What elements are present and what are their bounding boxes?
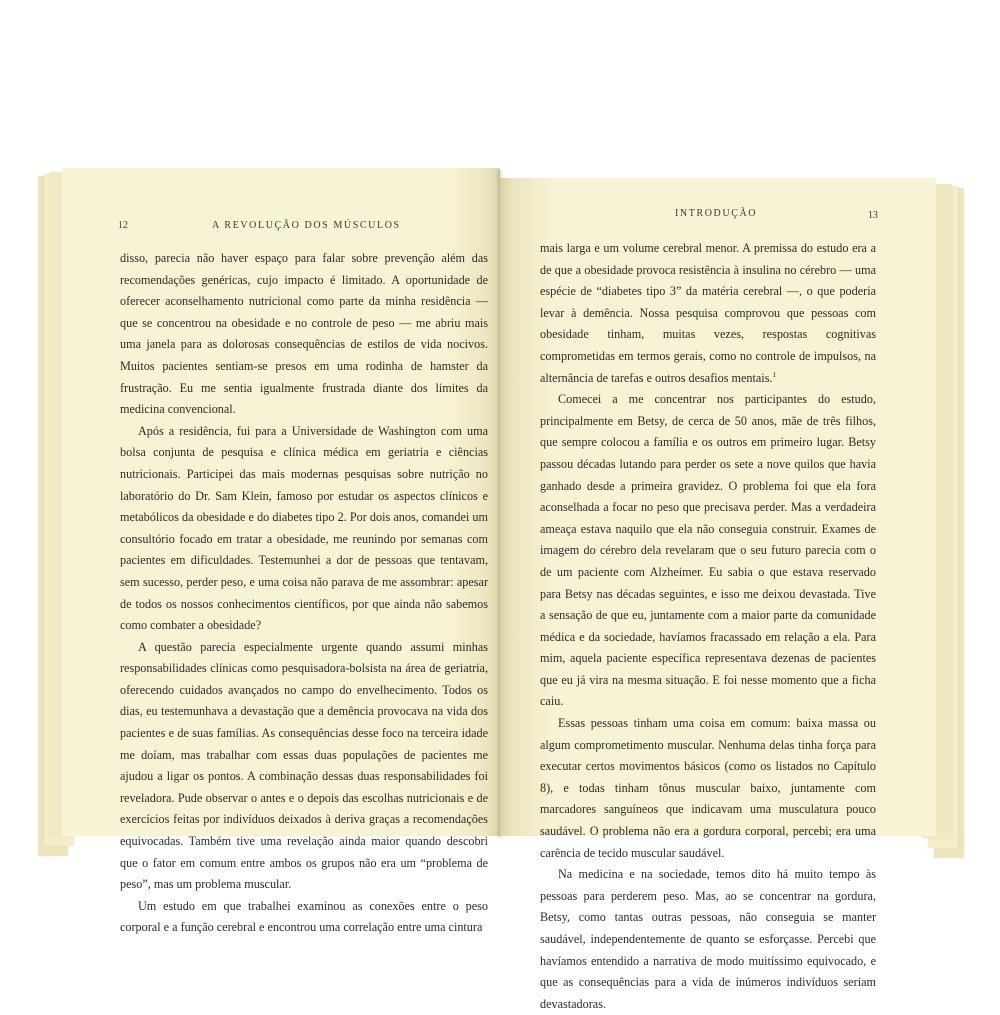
paragraph: disso, parecia não haver espaço para falar sobre prevenção além das recomendações genéricas, cujo impacto é limitado. A oportunidade de oferecer aconselhamento nutricional como parte da minha residência — que se concentrou na obesidade e no controle de peso — me abriu mais uma janela para as dolorosas consequências de estilos de vida nocivos. Muitos pacientes sentiam-se presos em uma rodinha de hamster da frustração. Eu me sentia igualmente frustrada diante dos limites da medicina convencional. (120, 251, 488, 417)
paragraph (540, 238, 876, 389)
left-page (62, 168, 500, 935)
paragraph-text: mais larga e um volume cerebral menor. A premissa do estudo era a de que a obesidade provoca resistência à insulina no cérebro — uma espécie de “diabetes tipo 3” da matéria cerebral —, o que poderia levar à demência. Nossa pesquisa comprovou que pessoas com obesidade tinham, muitas vezes, respostas cognitivas comprometidas em termos gerais, como no controle de impulsos, na alternância de tarefas e outros desafios mentais. (540, 241, 876, 385)
paragraph: A questão parecia especialmente urgente quando assumi minhas responsabilidades clínicas como pesquisadora-bolsista na área de geriatria, oferecendo cuidados avançados no campo do envelhecimento. Todos os dias, eu testemunhava a devastação que a demência provocava na vida dos pacientes e de suas famílias. As consequências desse foco na terceira idade me doíam, mas trabalhar com essas duas populações de pacientes me ajudou a ligar os pontos. A combinação dessas duas responsabilidades foi reveladora. Pude observar o antes e o depois das escolhas nutricionais e de exercícios feitas por indivíduos deixados à deriva graças a recomendações equivocadas. Também tive uma revelação ainda maior quando descobri que o fator em comum entre ambos os grupos não era um “problema de peso”, mas um problema muscular. (120, 639, 488, 892)
running-head: INTRODUÇÃO (675, 208, 758, 219)
body-text (540, 238, 876, 1015)
page-number: 12 (118, 220, 128, 231)
body-text (120, 248, 488, 939)
paragraph: Essas pessoas tinham uma coisa em comum: baixa massa ou algum comprometimento muscular. Nenhuma delas tinha força para executar certos movimentos básicos (como os listados no Capítulo 8), e todas tinham tônus muscular baixo, juntamente com marcadores sanguíneos que indicavam uma musculatura pouco saudável. O problema não era a gordura corporal, percebi; era uma carência de tecido muscular saudável. (540, 716, 876, 860)
paragraph: Um estudo em que trabalhei examinou as conexões entre o peso corporal e a função cerebral e encontrou uma correlação entre uma cintura (120, 898, 488, 935)
paragraph: Após a residência, fui para a Universidade de Washington com uma bolsa conjunta de pesquisa e clínica médica em geriatria e ciências nutricionais. Participei das mais modernas pesquisas sobre nutrição no laboratório do Dr. Sam Klein, famoso por estudar os aspectos clínicos e metabólicos da obesidade e do diabetes tipo 2. Por dois anos, comandei um consultório focado em tratar a obesidade, me reunindo por semanas com pacientes em dificuldades. Testemunhei a dor de pessoas que tentavam, sem sucesso, perder peso, e uma coisa não parava de me assombrar: apesar de todos os nossos conhecimentos científicos, por que ainda não sabemos como combater a obesidade? (120, 423, 488, 633)
footnote-marker: 1 (772, 370, 776, 379)
running-head: A REVOLUÇÃO DOS MÚSCULOS (212, 220, 401, 231)
paragraph: Comecei a me concentrar nos participantes do estudo, principalmente em Betsy, de cerca de 50 anos, mãe de três filhos, que sempre colocou a família e os outros em primeiro lugar. Betsy passou décadas lutando para perder os sete a nove quilos que havia ganhado desde a primeira gravidez. O problema foi que ela fora aconselhada a focar no peso que precisava perder. Mas a verdadeira ameaça estava naquilo que ela não conseguia construir. Exames de imagem do cérebro dela revelaram que o seu futuro parecia com o de um paciente com Alzheimer. Eu sabia o que estava reservado para Betsy nas décadas seguintes, e isso me deixou devastada. Tive a sensação de que eu, juntamente com a maior parte da comunidade médica e da sociedade, havíamos fracassado em relação a ela. Para mim, aquela paciente específica representava dezenas de pacientes que eu já vira na mesma situação. E foi nesse momento que a ficha caiu. (540, 392, 876, 709)
page-number: 13 (868, 210, 878, 221)
right-page (500, 178, 936, 1011)
paragraph: Na medicina e na sociedade, temos dito há muito tempo às pessoas para perderem peso. Mas, ao se concentrar na gordura, Betsy, como tantas outras pessoas, não conseguia se manter saudável, independentemente de quanto se esforçasse. Percebi que havíamos entendido a narrativa de modo muitíssimo equivocado, e que as consequências para a vida de inúmeros indivíduos seriam devastadoras. (540, 867, 876, 1011)
